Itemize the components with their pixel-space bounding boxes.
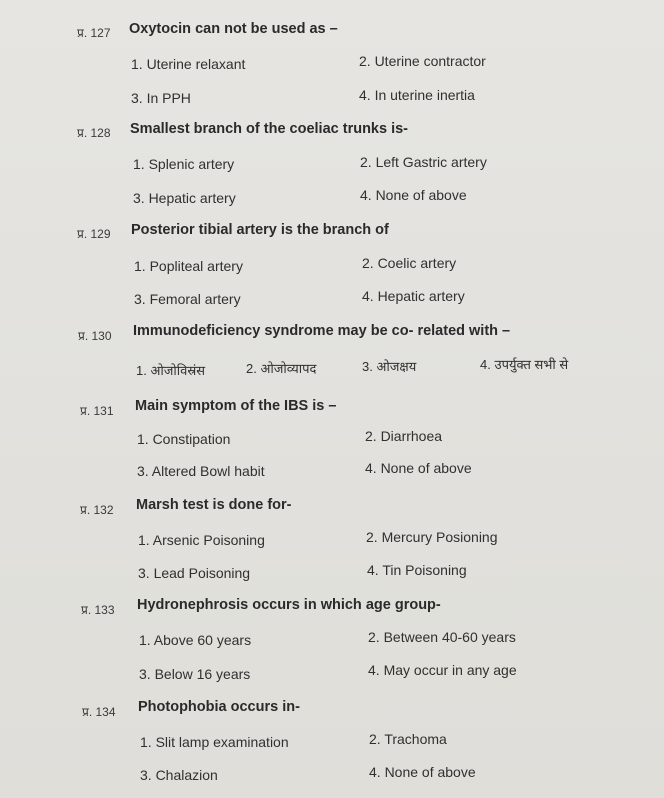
question-number: प्र. 129 [77,227,111,241]
option-3: 3. Altered Bowl habit [137,463,265,479]
option-3: 3. In PPH [131,90,191,106]
option-4: 4. Hepatic artery [362,288,465,304]
question-number: प्र. 131 [80,404,114,418]
question-number: प्र. 134 [82,705,116,719]
option-4: 4. May occur in any age [368,662,517,678]
question-text: Main symptom of the IBS is – [135,398,337,414]
question-number: प्र. 127 [77,26,111,40]
option-1: 1. Popliteal artery [134,258,243,274]
option-4: 4. None of above [360,187,467,203]
question-text: Smallest branch of the coeliac trunks is- [130,121,408,137]
option-3: 3. Below 16 years [139,666,251,682]
option-3: 3. Hepatic artery [133,190,236,206]
question-text: Marsh test is done for- [136,497,292,513]
option-3: 3. Chalazion [140,767,218,783]
option-2: 2. Between 40-60 years [368,629,516,645]
option-2: 2. Coelic artery [362,255,457,271]
option-2: 2. Mercury Posioning [366,529,498,545]
option-4: 4. Tin Poisoning [367,562,467,578]
question-text: Immunodeficiency syndrome may be co- related with – [133,323,511,339]
option-1: 1. Above 60 years [139,632,252,648]
option-2: 2. Diarrhoea [365,428,443,444]
question-text: Posterior tibial artery is the branch of [131,222,389,238]
option-3: 3. Lead Poisoning [138,565,251,581]
option-1: 1. Slit lamp examination [140,734,289,750]
option-4: 4. उपर्युक्त सभी से [480,357,569,372]
option-1: 1. Splenic artery [133,156,235,172]
option-2: 2. Left Gastric artery [360,154,487,170]
question-number: प्र. 133 [81,603,115,617]
option-1: 1. Uterine relaxant [131,56,246,72]
option-1: 1. ओजोविस्रंस [136,363,206,378]
option-2: 2. Trachoma [369,731,447,747]
option-1: 1. Constipation [137,431,231,447]
option-3: 3. ओजक्षय [362,359,417,374]
option-1: 1. Arsenic Poisoning [138,532,265,548]
option-3: 3. Femoral artery [134,291,241,307]
question-text: Oxytocin can not be used as – [129,21,338,37]
question-number: प्र. 130 [78,329,112,343]
option-4: 4. In uterine inertia [359,87,475,103]
option-4: 4. None of above [365,460,472,476]
question-text: Hydronephrosis occurs in which age group- [137,597,441,613]
option-2: 2. ओजोव्यापद [246,361,317,376]
option-4: 4. None of above [369,764,476,780]
question-number: प्र. 132 [80,503,114,517]
option-2: 2. Uterine contractor [359,53,486,69]
question-number: प्र. 128 [77,126,111,140]
question-text: Photophobia occurs in- [138,699,300,715]
